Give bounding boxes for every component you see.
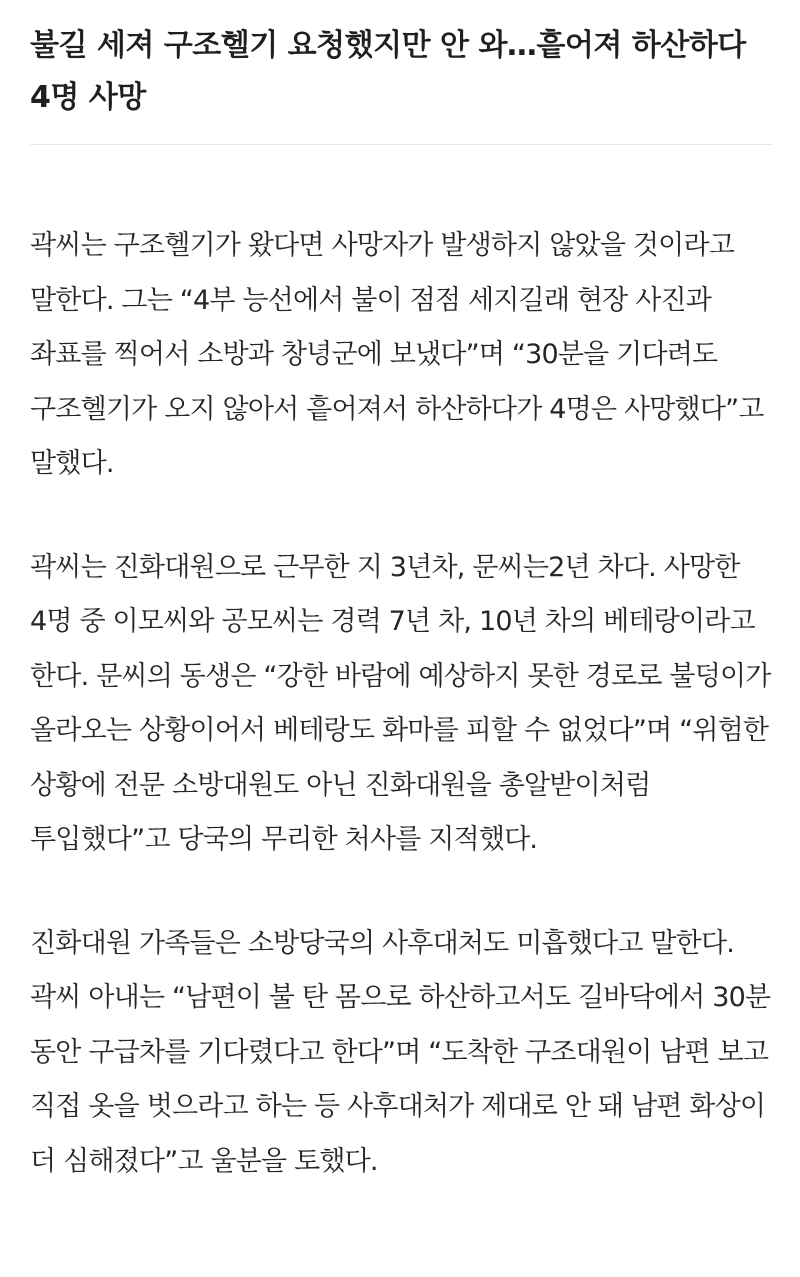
article-headline: 불길 세져 구조헬기 요청했지만 안 와…흩어져 하산하다 4명 사망	[30, 28, 746, 115]
article-paragraph: 곽씨는 진화대원으로 근무한 지 3년차, 문씨는2년 차다. 사망한 4명 중 이모씨와 공모씨는 경력 7년 차, 10년 차의 베테랑이라고 한다. 문씨의 동생은 “강한 바람에 예상하지 못한 경로로 불덩이가 올라오는 상황이어서 베테랑도 화마를 피할 수 없었다”며 “위험한 상황에 전문 소방대원도 아닌 진화대원을 총알받이처럼 투입했다”고 당국의 무리한 처사를 지적했다.	[30, 551, 771, 855]
headline-divider	[30, 144, 772, 145]
article-body	[30, 219, 772, 1189]
article-paragraph: 진화대원 가족들은 소방당국의 사후대처도 미흡했다고 말한다. 곽씨 아내는 “남편이 불 탄 몸으로 하산하고서도 길바닥에서 30분 동안 구급차를 기다렸다고 한다”며 “도착한 구조대원이 남편 보고 직접 옷을 벗으라고 하는 등 사후대처가 제대로 안 돼 남편 화상이 더 심해졌다”고 울분을 토했다.	[30, 927, 771, 1177]
article-paragraph: 곽씨는 구조헬기가 왔다면 사망자가 발생하지 않았을 것이라고 말한다. 그는 “4부 능선에서 불이 점점 세지길래 현장 사진과 좌표를 찍어서 소방과 창녕군에 보냈다”며 “30분을 기다려도 구조헬기가 오지 않아서 흩어져서 하산하다가 4명은 사망했다”고 말했다.	[30, 230, 764, 479]
